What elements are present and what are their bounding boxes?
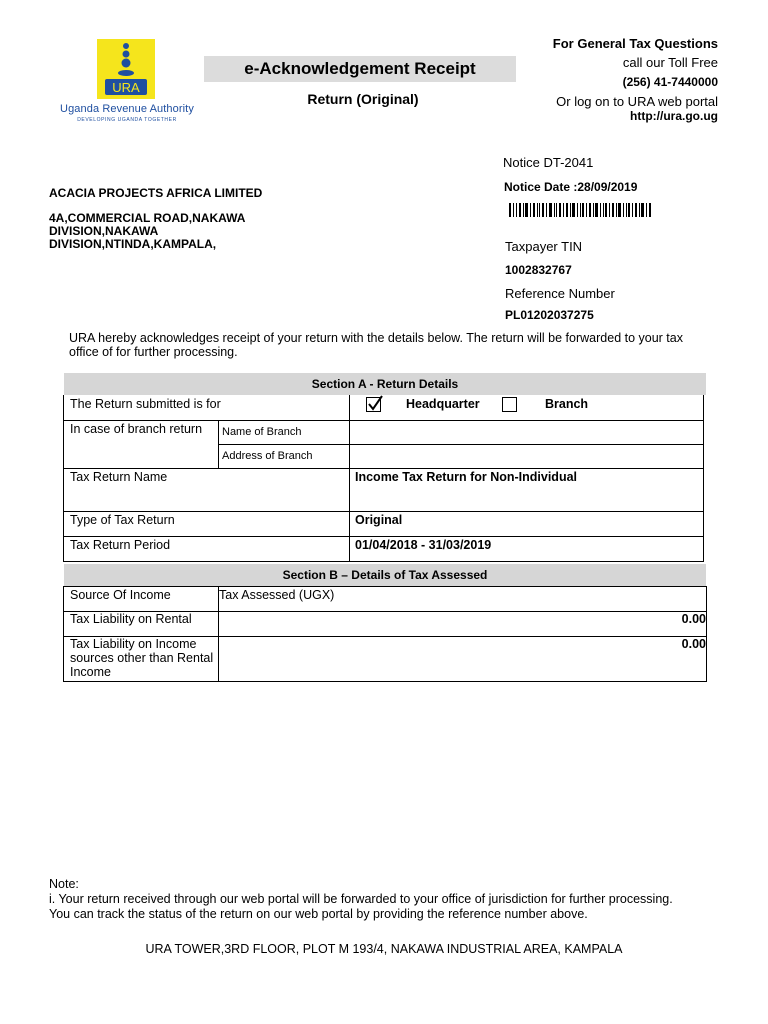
branch-name-label: Name of Branch bbox=[222, 426, 302, 438]
logo-tagline: DEVELOPING UGANDA TOGETHER bbox=[77, 117, 177, 123]
intro-text: URA hereby acknowledges receipt of your return with the details below. The return will be forwarded to your tax office of for further processing. bbox=[69, 331, 683, 359]
branch-address-label: Address of Branch bbox=[222, 450, 313, 462]
return-period-value: 01/04/2018 - 31/03/2019 bbox=[355, 538, 492, 552]
table-row-source: Tax Liability on Rental bbox=[70, 612, 192, 626]
svg-text:URA: URA bbox=[112, 80, 140, 95]
branch-label: Branch bbox=[545, 397, 589, 411]
headquarter-label: Headquarter bbox=[406, 397, 480, 411]
tin-label: Taxpayer TIN bbox=[505, 239, 583, 254]
return-name-label: Tax Return Name bbox=[70, 470, 168, 484]
toll-free-phone: (256) 41-7440000 bbox=[622, 75, 718, 89]
return-type-label: Type of Tax Return bbox=[70, 513, 175, 527]
address-line: 4A,COMMERCIAL ROAD,NAKAWA bbox=[49, 211, 246, 225]
address-line: DIVISION,NAKAWA bbox=[49, 224, 159, 238]
reference-value: PL01202037275 bbox=[505, 308, 594, 322]
page-title: e-Acknowledgement Receipt bbox=[244, 59, 476, 78]
contact-heading: For General Tax Questions bbox=[552, 36, 718, 51]
notice-date: Notice Date :28/09/2019 bbox=[504, 180, 638, 194]
ura-logo bbox=[54, 37, 200, 127]
note-line: You can track the status of the return on our web portal by providing the reference number above. bbox=[49, 907, 588, 921]
portal-label: Or log on to URA web portal bbox=[556, 94, 718, 109]
col-source-header: Source Of Income bbox=[70, 588, 171, 602]
logo-name: Uganda Revenue Authority bbox=[60, 103, 194, 115]
notice-number: Notice DT-2041 bbox=[503, 155, 594, 170]
logo-emblem bbox=[97, 39, 155, 99]
checkmark-icon bbox=[366, 395, 384, 413]
submitted-for-label: The Return submitted is for bbox=[70, 397, 221, 411]
toll-free-label: call our Toll Free bbox=[622, 55, 718, 70]
note-heading: Note: bbox=[49, 877, 79, 891]
tin-value: 1002832767 bbox=[505, 263, 572, 277]
table-row-amount: 0.00 bbox=[681, 637, 706, 651]
taxpayer-address bbox=[49, 212, 245, 251]
return-type-value: Original bbox=[355, 513, 403, 527]
section-b-header: Section B – Details of Tax Assessed bbox=[64, 564, 706, 586]
page-subtitle: Return (Original) bbox=[307, 91, 419, 107]
return-name-value: Income Tax Return for Non-Individual bbox=[355, 470, 578, 484]
table-row-amount: 0.00 bbox=[681, 612, 706, 626]
branch-checkbox[interactable] bbox=[502, 397, 517, 412]
note-line: i. Your return received through our web portal will be forwarded to your office of jurisdiction for further processing. bbox=[49, 892, 673, 906]
taxpayer-name: ACACIA PROJECTS AFRICA LIMITED bbox=[49, 186, 263, 200]
note-block bbox=[49, 877, 673, 922]
col-assessed-header: Tax Assessed (UGX) bbox=[219, 588, 335, 602]
section-a-header: Section A - Return Details bbox=[64, 373, 706, 395]
footer-address: URA TOWER,3RD FLOOR, PLOT M 193/4, NAKAWA INDUSTRIAL AREA, KAMPALA bbox=[145, 942, 623, 956]
barcode bbox=[509, 203, 653, 217]
address-line: DIVISION,NTINDA,KAMPALA, bbox=[49, 237, 217, 251]
headquarter-checkbox[interactable] bbox=[366, 397, 381, 412]
return-period-label: Tax Return Period bbox=[70, 538, 171, 552]
branch-return-label: In case of branch return bbox=[70, 422, 203, 436]
table-row-source: Tax Liability on Income sources other than Rental Income bbox=[70, 637, 214, 679]
reference-label: Reference Number bbox=[505, 286, 615, 301]
portal-url[interactable]: http://ura.go.ug bbox=[630, 109, 718, 123]
